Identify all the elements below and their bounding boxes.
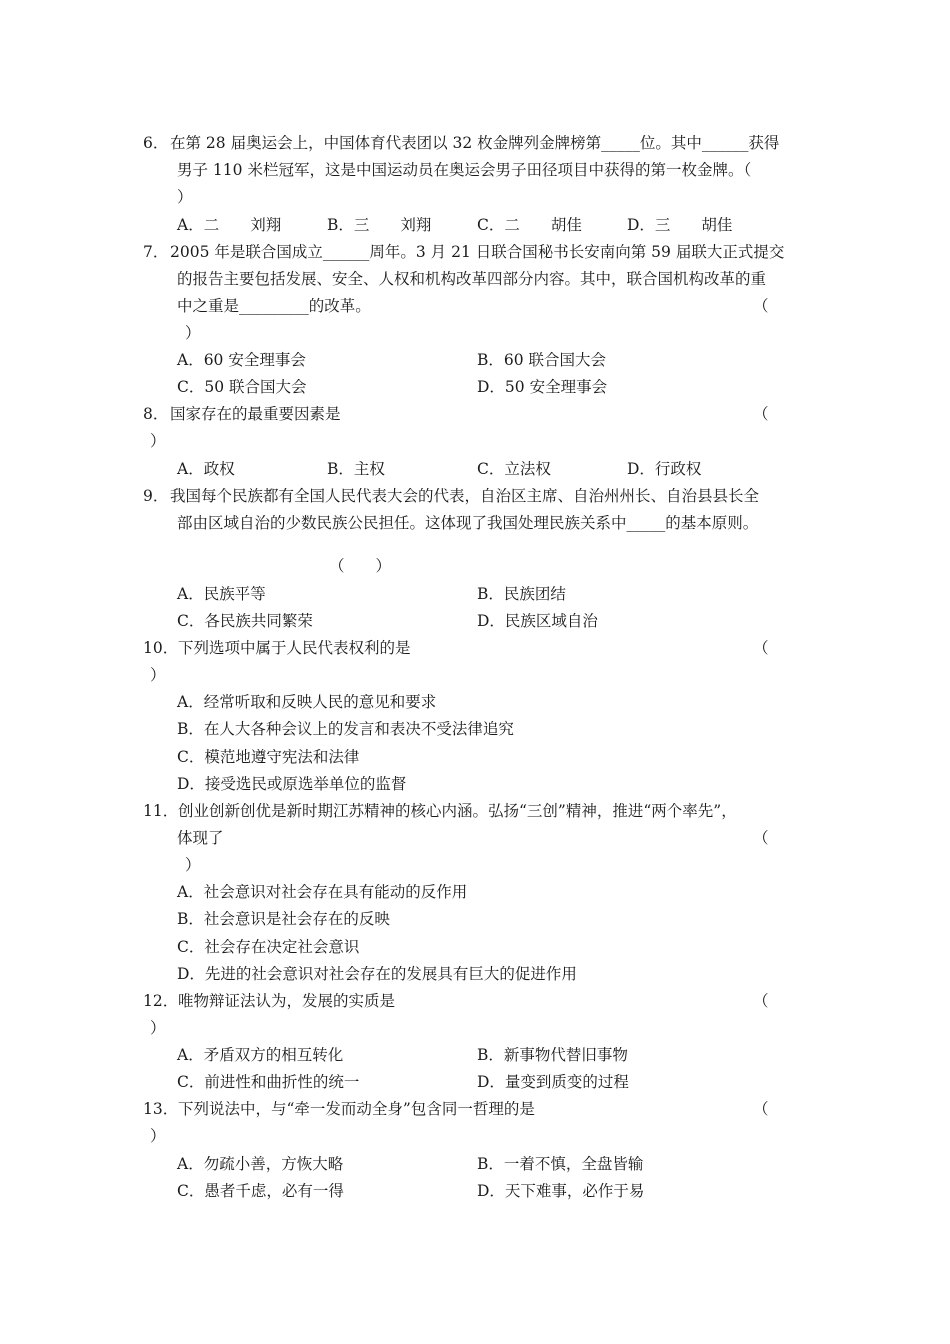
answer-parens: （ ） xyxy=(329,557,392,575)
option-c: C．50 联合国大会 xyxy=(177,378,307,396)
option-c: C．各民族共同繁荣 xyxy=(177,612,313,630)
option-c: C．二 胡佳 xyxy=(477,216,582,234)
option-d: D．先进的社会意识对社会存在的发展具有巨大的促进作用 xyxy=(177,965,577,983)
option-c: C．立法权 xyxy=(477,460,551,478)
option-b: B．民族团结 xyxy=(477,585,566,603)
answer-paren-close: ） xyxy=(177,188,193,206)
option-b: B．三 刘翔 xyxy=(327,216,432,234)
question-text-line: 2005 年是联合国成立______周年。3 月 21 日联合国秘书长安南向第 59 届联大正式提交 xyxy=(170,243,785,261)
question-text-line: 中之重是_________的改革。 xyxy=(177,297,371,315)
option-d: D．行政权 xyxy=(627,460,702,478)
question-number: 9． xyxy=(143,487,169,505)
option-b: B．60 联合国大会 xyxy=(477,351,607,369)
answer-paren-close: ） xyxy=(150,1019,166,1037)
question-number: 6． xyxy=(143,134,169,152)
answer-paren-close: ） xyxy=(150,666,166,684)
option-d: D．量变到质变的过程 xyxy=(477,1073,629,1091)
question-number: 10． xyxy=(143,639,179,657)
option-d: D．天下难事，必作于易 xyxy=(477,1182,645,1200)
option-d: D．民族区域自治 xyxy=(477,612,598,630)
option-c: C．社会存在决定社会意识 xyxy=(177,938,360,956)
answer-paren-close: ） xyxy=(150,1127,166,1145)
answer-paren-close: ） xyxy=(150,432,166,450)
question-text-line: 创业创新创优是新时期江苏精神的核心内涵。弘扬“三创”精神，推进“两个率先”， xyxy=(178,802,737,820)
question-text-line: 我国每个民族都有全国人民代表大会的代表，自治区主席、自治州州长、自治县县长全 xyxy=(170,487,760,505)
option-b: B．一着不慎，全盘皆输 xyxy=(477,1155,644,1173)
option-b: B．社会意识是社会存在的反映 xyxy=(177,910,390,928)
option-a: A．政权 xyxy=(177,460,235,478)
option-d: D．50 安全理事会 xyxy=(477,378,608,396)
answer-paren-open: （ xyxy=(753,639,769,657)
question-text-line: 的报告主要包括发展、安全、人权和机构改革四部分内容。其中，联合国机构改革的重 xyxy=(177,270,767,288)
question-text-line: 部由区域自治的少数民族公民担任。这体现了我国处理民族关系中_____的基本原则。 xyxy=(177,514,759,532)
question-text-line: 国家存在的最重要因素是 xyxy=(170,405,341,423)
option-a: A．民族平等 xyxy=(177,585,266,603)
answer-paren-close: ） xyxy=(185,324,201,342)
option-a: A．60 安全理事会 xyxy=(177,351,306,369)
option-c: C．愚者千虑，必有一得 xyxy=(177,1182,344,1200)
question-text-line: 下列说法中，与“牵一发而动全身”包含同一哲理的是 xyxy=(178,1100,535,1118)
answer-paren-open: （ xyxy=(753,297,769,315)
question-text-line: 在第 28 届奥运会上，中国体育代表团以 32 枚金牌列金牌榜第_____位。其中______获得 xyxy=(170,134,780,152)
question-number: 13． xyxy=(143,1100,179,1118)
question-text-line: 下列选项中属于人民代表权利的是 xyxy=(178,639,411,657)
option-a: A．经常听取和反映人民的意见和要求 xyxy=(177,693,437,711)
question-text-line: 体现了 xyxy=(177,829,224,847)
option-a: A．二 刘翔 xyxy=(177,216,282,234)
question-text-line: 唯物辩证法认为，发展的实质是 xyxy=(178,992,396,1010)
option-a: A．矛盾双方的相互转化 xyxy=(177,1046,344,1064)
question-number: 11． xyxy=(143,802,179,820)
option-d: D．接受选民或原选举单位的监督 xyxy=(177,775,407,793)
option-b: B．新事物代替旧事物 xyxy=(477,1046,628,1064)
question-number: 7． xyxy=(143,243,169,261)
option-d: D．三 胡佳 xyxy=(627,216,733,234)
option-a: A．社会意识对社会存在具有能动的反作用 xyxy=(177,883,468,901)
question-number: 12． xyxy=(143,992,179,1010)
answer-paren-open: （ xyxy=(753,405,769,423)
answer-paren-open: （ xyxy=(753,829,769,847)
option-b: B．在人大各种会议上的发言和表决不受法律追究 xyxy=(177,720,514,738)
answer-paren-open: （ xyxy=(753,1100,769,1118)
option-c: C．前进性和曲折性的统一 xyxy=(177,1073,360,1091)
answer-paren-open: （ xyxy=(753,992,769,1010)
option-b: B．主权 xyxy=(327,460,385,478)
option-a: A．勿疏小善，方恢大略 xyxy=(177,1155,344,1173)
question-number: 8． xyxy=(143,405,169,423)
answer-paren-close: ） xyxy=(185,856,201,874)
option-c: C．模范地遵守宪法和法律 xyxy=(177,748,360,766)
question-text-line: 男子 110 米栏冠军，这是中国运动员在奥运会男子田径项目中获得的第一枚金牌。（ xyxy=(177,161,752,179)
